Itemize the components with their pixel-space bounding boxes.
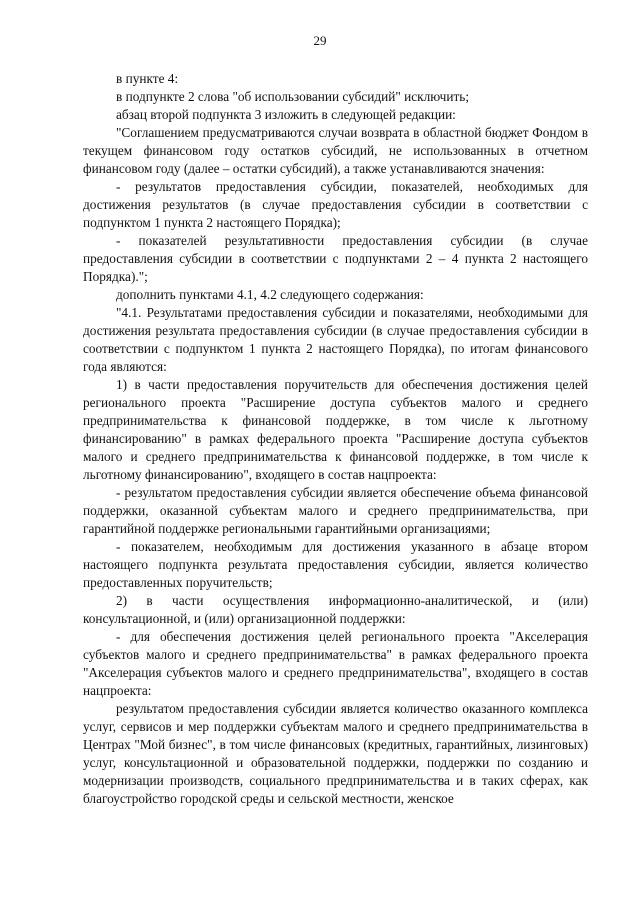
paragraph: в подпункте 2 слова "об использовании субсидий" исключить; [116, 89, 470, 104]
paragraph: 2) в части осуществления информационно-аналитической, и (или) консультационной, и (или) организационной поддержки: [83, 593, 588, 626]
paragraph: дополнить пунктами 4.1, 4.2 следующего содержания: [116, 287, 424, 302]
paragraph: в пункте 4: [116, 71, 179, 86]
paragraph: - показателем, необходимым для достижения указанного в абзаце втором настоящего подпункта результата предоставления субсидии, является количество предоставленных поручительств; [83, 539, 588, 590]
paragraph: "4.1. Результатами предоставления субсидии и показателями, необходимыми для достижения результата предоставления субсидии (в случае предоставления субсидии в соответствии с подпунктом 1 пункта 2 настоящего Порядка), по итогам финансового года являются: [83, 305, 588, 374]
paragraph: - результатов предоставления субсидии, показателей, необходимых для достижения результатов (в случае предоставления субсидии в соответствии с подпунктом 1 пункта 2 настоящего Порядка); [83, 179, 588, 230]
paragraph: - результатом предоставления субсидии является обеспечение объема финансовой поддержки, оказанной субъектам малого и среднего предпринимательства, при гарантийной поддержке региональными гарантийными организациями; [83, 485, 588, 536]
paragraph: результатом предоставления субсидии является количество оказанного комплекса услуг, сервисов и мер поддержки субъектам малого и среднего предпринимательства в Центрах "Мой бизнес", в том числе финансовых (кредитных, гарантийных, лизинговых) услуг, консультационной и образовательной поддержки, поддержки по созданию и модернизации производств, социального предпринимательства и в таких сферах, как благоустройство городской среды и сельской местности, женское [83, 701, 588, 806]
page-number: 29 [313, 33, 327, 48]
paragraph: - для обеспечения достижения целей регионального проекта "Акселерация субъектов малого и среднего предпринимательства" в рамках федерального проекта "Акселерация субъектов малого и среднего предпринимательства", входящего в состав нацпроекта: [83, 629, 588, 698]
paragraph: "Соглашением предусматриваются случаи возврата в областной бюджет Фондом в текущем финансовом году остатков субсидий, не использованных в отчетном финансовом году (далее – остатки субсидий), а также устанавливаются значения: [83, 125, 588, 176]
paragraph: 1) в части предоставления поручительств для обеспечения достижения целей регионального проекта "Расширение доступа субъектов малого и среднего предпринимательства к финансовой поддержке, в том числе к льготному финансированию" в рамках федерального проекта "Расширение доступа субъектов малого и среднего предпринимательства к финансовой поддержке, в том числе к льготному финансированию", входящего в состав нацпроекта: [83, 377, 588, 482]
paragraph: - показателей результативности предоставления субсидии (в случае предоставления субсидии в соответствии с подпунктами 2 – 4 пункта 2 настоящего Порядка)."; [83, 233, 588, 284]
document-body [83, 70, 588, 808]
paragraph: абзац второй подпункта 3 изложить в следующей редакции: [116, 107, 456, 122]
